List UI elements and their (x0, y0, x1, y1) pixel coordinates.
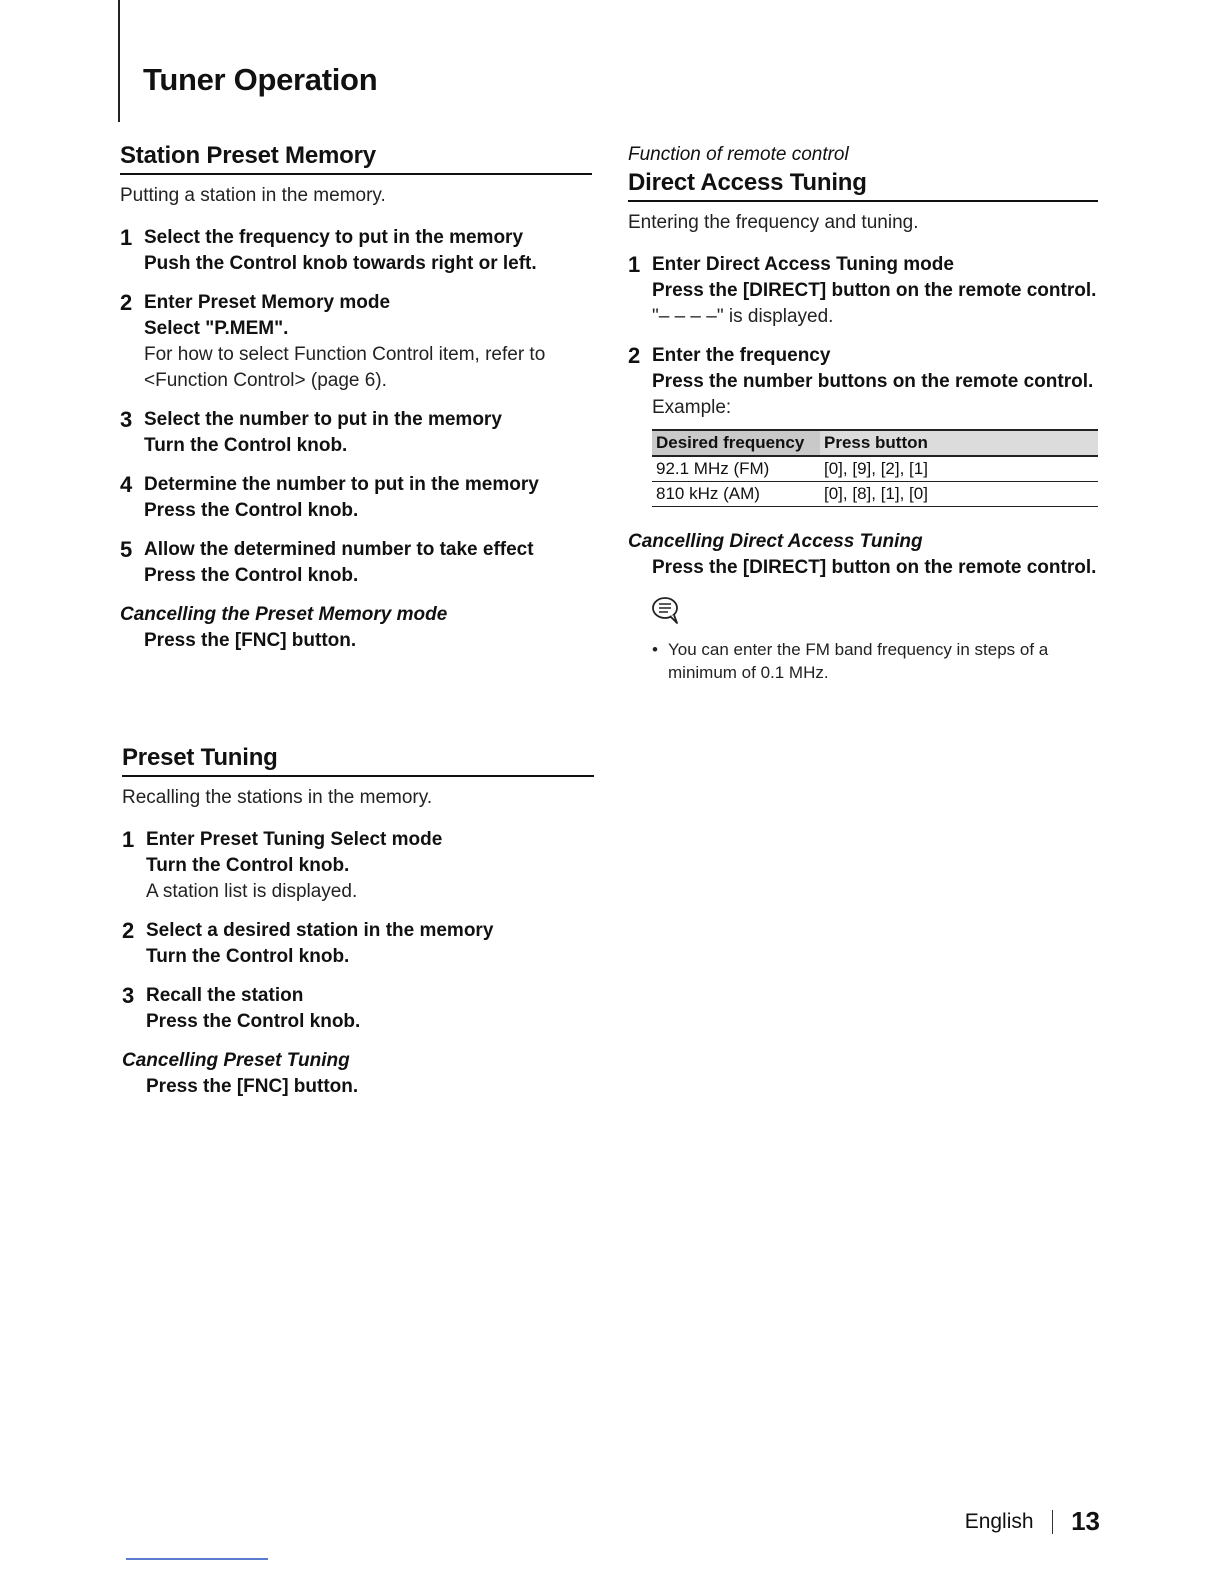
section-preset-tuning (122, 744, 594, 1100)
section-direct-access-tuning (628, 144, 1098, 684)
step-action: Press the Control knob. (146, 1011, 361, 1032)
step-action: Push the Control knob towards right or left. (144, 253, 537, 274)
step-item (120, 290, 592, 394)
step-number: 1 (628, 252, 641, 277)
step-heading: Allow the determined number to take effect (144, 539, 534, 560)
step-action: Press the Control knob. (144, 565, 359, 586)
table-cell: 810 kHz (AM) (652, 482, 820, 507)
header-rule (118, 0, 120, 122)
step-note: A station list is displayed. (146, 881, 358, 902)
step-item (120, 537, 592, 589)
step-number: 1 (122, 827, 135, 852)
cancel-instruction: Press the [DIRECT] button on the remote control. (652, 557, 1097, 578)
page-title: Tuner Operation (143, 62, 378, 97)
step-item (628, 252, 1098, 330)
table-cell: [0], [9], [2], [1] (820, 456, 1098, 482)
step-action: Turn the Control knob. (146, 855, 350, 876)
step-item (122, 827, 594, 905)
table-header-row (652, 430, 1098, 456)
step-item (120, 407, 592, 459)
step-heading: Select the number to put in the memory (144, 409, 502, 430)
step-heading: Determine the number to put in the memory (144, 474, 539, 495)
step-number: 2 (122, 918, 135, 943)
step-heading: Enter Direct Access Tuning mode (652, 254, 954, 275)
cancel-instruction: Press the [FNC] button. (144, 630, 357, 651)
section-station-preset-memory (120, 142, 592, 654)
cancel-heading: Cancelling the Preset Memory mode (120, 604, 448, 625)
section-intro: Entering the frequency and tuning. (628, 212, 919, 233)
table-row (652, 482, 1098, 507)
step-action: Press the [DIRECT] button on the remote control. (652, 280, 1097, 301)
footer-divider (1052, 1510, 1054, 1534)
table-cell: 92.1 MHz (FM) (652, 456, 820, 482)
table-cell: [0], [8], [1], [0] (820, 482, 1098, 507)
bottom-rule (126, 1558, 268, 1560)
step-note: "– – – –" is displayed. (652, 306, 834, 327)
step-action: Select "P.MEM". (144, 318, 289, 339)
section-title: Direct Access Tuning (628, 169, 1098, 202)
page-number: 13 (1071, 1506, 1100, 1536)
step-heading: Recall the station (146, 985, 304, 1006)
step-item (122, 918, 594, 970)
section-title: Station Preset Memory (120, 142, 592, 175)
footer-language: English (964, 1509, 1034, 1533)
section-title: Preset Tuning (122, 744, 594, 777)
step-action: Turn the Control knob. (146, 946, 350, 967)
table-row (652, 456, 1098, 482)
step-action: Press the number buttons on the remote control. (652, 371, 1094, 392)
section-kicker: Function of remote control (628, 144, 849, 165)
page-footer (965, 1506, 1100, 1537)
note-bullet (652, 638, 1098, 684)
step-heading: Select a desired station in the memory (146, 920, 494, 941)
step-number: 2 (120, 290, 133, 315)
step-item (120, 472, 592, 524)
step-item (628, 343, 1098, 507)
table-header-cell: Press button (820, 430, 1098, 456)
step-action: Press the Control knob. (144, 500, 359, 521)
cancel-instruction: Press the [FNC] button. (146, 1076, 359, 1097)
step-note: Example: (652, 397, 732, 418)
frequency-example-table (652, 429, 1098, 507)
cancel-heading: Cancelling Direct Access Tuning (628, 531, 923, 552)
table-header-cell: Desired frequency (652, 430, 820, 456)
step-item (120, 225, 592, 277)
step-number: 2 (628, 343, 641, 368)
note-speech-bubble-icon (650, 595, 684, 625)
step-number: 5 (120, 537, 133, 562)
step-heading: Enter Preset Tuning Select mode (146, 829, 443, 850)
step-heading: Enter the frequency (652, 345, 831, 366)
step-item (122, 983, 594, 1035)
step-number: 4 (120, 472, 133, 497)
step-action: Turn the Control knob. (144, 435, 348, 456)
cancel-heading: Cancelling Preset Tuning (122, 1050, 350, 1071)
note-text: You can enter the FM band frequency in steps of a minimum of 0.1 MHz. (668, 640, 1049, 682)
step-heading: Enter Preset Memory mode (144, 292, 391, 313)
section-intro: Putting a station in the memory. (120, 185, 386, 206)
step-number: 3 (122, 983, 135, 1008)
step-note: For how to select Function Control item, refer to <Function Control> (page 6). (144, 344, 546, 391)
step-number: 1 (120, 225, 133, 250)
step-heading: Select the frequency to put in the memory (144, 227, 524, 248)
step-number: 3 (120, 407, 133, 432)
section-intro: Recalling the stations in the memory. (122, 787, 433, 808)
bullet-dot-icon: • (652, 640, 658, 659)
